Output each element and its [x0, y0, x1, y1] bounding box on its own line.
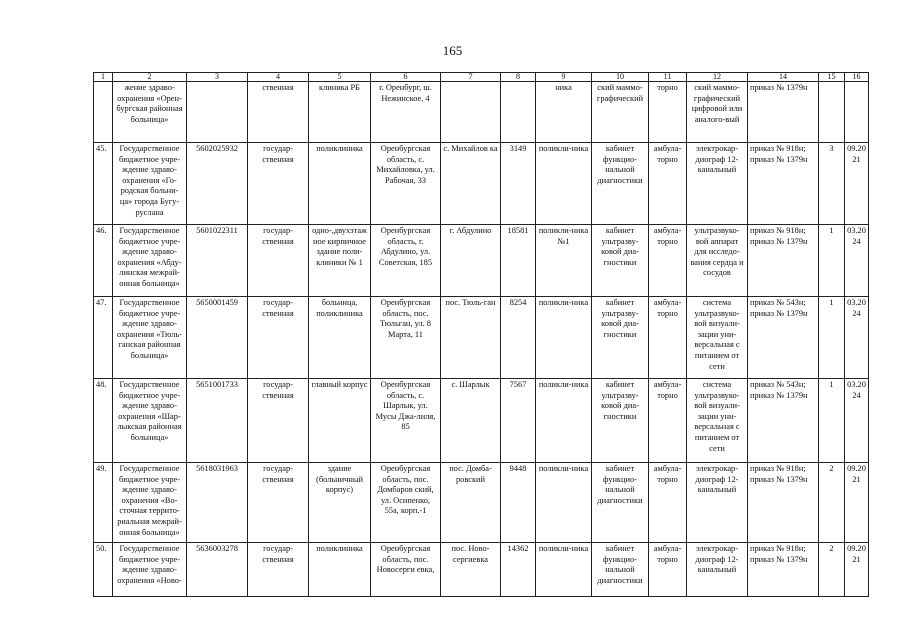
quantity-cell: 1: [819, 379, 845, 463]
order-cell: приказ № 918н; приказ № 1379н: [748, 543, 819, 597]
column-number: 10: [592, 73, 649, 82]
column-number: 4: [248, 73, 309, 82]
care-type-cell: амбула-торно: [649, 463, 687, 543]
row-number: 48.: [94, 379, 113, 463]
locality-cell: пос. Домба-ровский: [441, 463, 501, 543]
date-cell: 09.2021: [845, 543, 869, 597]
inn-cell: [187, 82, 248, 143]
order-cell: приказ № 918н; приказ № 1379н: [748, 143, 819, 225]
care-type-cell: амбула-торно: [649, 543, 687, 597]
ownership-cell: государ-ственная: [248, 379, 309, 463]
building-cell: клиника РБ: [309, 82, 371, 143]
column-number: 14: [748, 73, 819, 82]
column-number: 15: [819, 73, 845, 82]
column-number: 9: [536, 73, 592, 82]
ownership-cell: государ-ственная: [248, 297, 309, 379]
address-cell: Оренбургская область, с. Михайловка, ул. Рабочая, 33: [371, 143, 441, 225]
equipment-cell: электрокар-диограф 12-канальный: [687, 143, 748, 225]
row-number: [94, 82, 113, 143]
address-cell: Оренбургская область, пос. Новосерги евка,: [371, 543, 441, 597]
table-row: [94, 143, 869, 225]
locality-cell: пос. Тюль-ган: [441, 297, 501, 379]
column-number: 7: [441, 73, 501, 82]
building-cell: главный корпус: [309, 379, 371, 463]
row-number: 50.: [94, 543, 113, 597]
institution-name: Государственное бюджетное учре-ждение здраво-охранения «Ново-: [113, 543, 187, 597]
row-number: 47.: [94, 297, 113, 379]
column-number: 16: [845, 73, 869, 82]
population-cell: 7567: [501, 379, 536, 463]
address-cell: Оренбургская область, с. Шарлык, ул. Мусы Джа-лиля, 85: [371, 379, 441, 463]
cabinet-cell: кабинет ультразву-ковой диа-гностики: [592, 297, 649, 379]
order-cell: приказ № 918н; приказ № 1379н: [748, 463, 819, 543]
table-row: [94, 82, 869, 143]
population-cell: 3149: [501, 143, 536, 225]
ownership-cell: государ-ственная: [248, 543, 309, 597]
institution-name: жение здраво-охранения «Орен-бургская районная больница»: [113, 82, 187, 143]
locality-cell: с. Михайлов ка: [441, 143, 501, 225]
subdivision-cell: поликли-ника: [536, 463, 592, 543]
subdivision-cell: поликли-ника: [536, 297, 592, 379]
page-number: 165: [442, 43, 463, 58]
subdivision-cell: поликли-ника: [536, 143, 592, 225]
column-number-row: [94, 73, 869, 82]
cabinet-cell: кабинет функцио-нальной диагностики: [592, 463, 649, 543]
ownership-cell: ственная: [248, 82, 309, 143]
cabinet-cell: кабинет функцио-нальной диагностики: [592, 143, 649, 225]
locality-cell: пос. Ново-сергиевка: [441, 543, 501, 597]
date-cell: 03.2024: [845, 297, 869, 379]
equipment-cell: ультразвуко-вой аппарат для исследо-вания сердца и сосудов: [687, 225, 748, 297]
cabinet-cell: кабинет функцио-нальной диагностики: [592, 543, 649, 597]
order-cell: приказ № 543н; приказ № 1379н: [748, 297, 819, 379]
inn-cell: 5602025932: [187, 143, 248, 225]
subdivision-cell: поликли-ника №1: [536, 225, 592, 297]
equipment-cell: система ультразвуко-вой визуали-зации уни-версальная с питанием от сети: [687, 379, 748, 463]
address-cell: Оренбургская область, пос. Домбаров ский, ул. Осипенко, 55а, корп.-1: [371, 463, 441, 543]
care-type-cell: амбула-торно: [649, 225, 687, 297]
equipment-cell: электрокар-диограф 12-канальный: [687, 463, 748, 543]
table-row: [94, 225, 869, 297]
column-number: 6: [371, 73, 441, 82]
date-cell: 09.2021: [845, 463, 869, 543]
institution-name: Государственное бюджетное учре-ждение здраво-охранения «Тюль-ганская районная больница»: [113, 297, 187, 379]
address-cell: Оренбургская область, пос. Тюльган, ул. 8 Марта, 11: [371, 297, 441, 379]
column-number: 1: [94, 73, 113, 82]
locality-cell: [441, 82, 501, 143]
table-row: [94, 543, 869, 597]
inn-cell: 5650001459: [187, 297, 248, 379]
order-cell: приказ № 1379н: [748, 82, 819, 143]
subdivision-cell: ника: [536, 82, 592, 143]
ownership-cell: государ-ственная: [248, 225, 309, 297]
institution-name: Государственное бюджетное учре-ждение здраво-охранения «Во-сточная террито-риальная межрай-онная больница»: [113, 463, 187, 543]
cabinet-cell: кабинет ультразву-ковой диа-гностики: [592, 225, 649, 297]
inn-cell: 5601022311: [187, 225, 248, 297]
population-cell: [501, 82, 536, 143]
institution-name: Государственное бюджетное учре-ждение здраво-охранения «Абду-линская межрай-онная больница»: [113, 225, 187, 297]
table-row: [94, 297, 869, 379]
institution-name: Государственное бюджетное учре-ждение здраво-охранения «Шар-лыкская районная больница»: [113, 379, 187, 463]
quantity-cell: 1: [819, 225, 845, 297]
locality-cell: с. Шарлык: [441, 379, 501, 463]
quantity-cell: [819, 82, 845, 143]
column-number: 8: [501, 73, 536, 82]
row-number: 46.: [94, 225, 113, 297]
building-cell: поликлиника: [309, 543, 371, 597]
table-row: [94, 379, 869, 463]
column-number: 12: [687, 73, 748, 82]
order-cell: приказ № 918н; приказ № 1379н: [748, 225, 819, 297]
ownership-cell: государ-ственная: [248, 143, 309, 225]
population-cell: 18581: [501, 225, 536, 297]
cabinet-cell: кабинет ультразву-ковой диа-гностики: [592, 379, 649, 463]
care-type-cell: амбула-торно: [649, 143, 687, 225]
date-cell: [845, 82, 869, 143]
quantity-cell: 2: [819, 463, 845, 543]
locality-cell: г. Абдулино: [441, 225, 501, 297]
building-cell: поликлиника: [309, 143, 371, 225]
population-cell: 9448: [501, 463, 536, 543]
equipment-cell: система ультразвуко-вой визуали-зации уни-версальная с питанием от сети: [687, 297, 748, 379]
quantity-cell: 2: [819, 543, 845, 597]
ownership-cell: государ-ственная: [248, 463, 309, 543]
building-cell: одно-,двухэтажное кирпичное здание поли-клиники № 1: [309, 225, 371, 297]
inn-cell: 5636003278: [187, 543, 248, 597]
date-cell: 09.2021: [845, 143, 869, 225]
population-cell: 8254: [501, 297, 536, 379]
date-cell: 03.2024: [845, 225, 869, 297]
care-type-cell: амбула-торно: [649, 379, 687, 463]
date-cell: 03.2024: [845, 379, 869, 463]
inn-cell: 5618031963: [187, 463, 248, 543]
address-cell: г. Оренбург, ш. Нежинское, 4: [371, 82, 441, 143]
table-row: [94, 463, 869, 543]
building-cell: здание (больничный корпус): [309, 463, 371, 543]
subdivision-cell: поликли-ника: [536, 543, 592, 597]
column-number: 3: [187, 73, 248, 82]
care-type-cell: торно: [649, 82, 687, 143]
address-cell: Оренбургская область, г. Абдулино, ул. Советская, 185: [371, 225, 441, 297]
equipment-cell: ский маммо-графический цифровой или аналого-вый: [687, 82, 748, 143]
care-type-cell: амбула-торно: [649, 297, 687, 379]
column-number: 2: [113, 73, 187, 82]
cabinet-cell: ский маммо-графический: [592, 82, 649, 143]
row-number: 45.: [94, 143, 113, 225]
inn-cell: 5651001733: [187, 379, 248, 463]
column-number: 5: [309, 73, 371, 82]
order-cell: приказ № 543н; приказ № 1379н: [748, 379, 819, 463]
building-cell: больница, поликлиника: [309, 297, 371, 379]
quantity-cell: 1: [819, 297, 845, 379]
subdivision-cell: поликли-ника: [536, 379, 592, 463]
institution-name: Государственное бюджетное учре-ждение здраво-охранения «Го-родская больни-ца» города Бугу-руслана: [113, 143, 187, 225]
equipment-cell: электрокар-диограф 12-канальный: [687, 543, 748, 597]
row-number: 49.: [94, 463, 113, 543]
population-cell: 14362: [501, 543, 536, 597]
quantity-cell: 3: [819, 143, 845, 225]
column-number: 11: [649, 73, 687, 82]
equipment-table: [93, 72, 869, 597]
